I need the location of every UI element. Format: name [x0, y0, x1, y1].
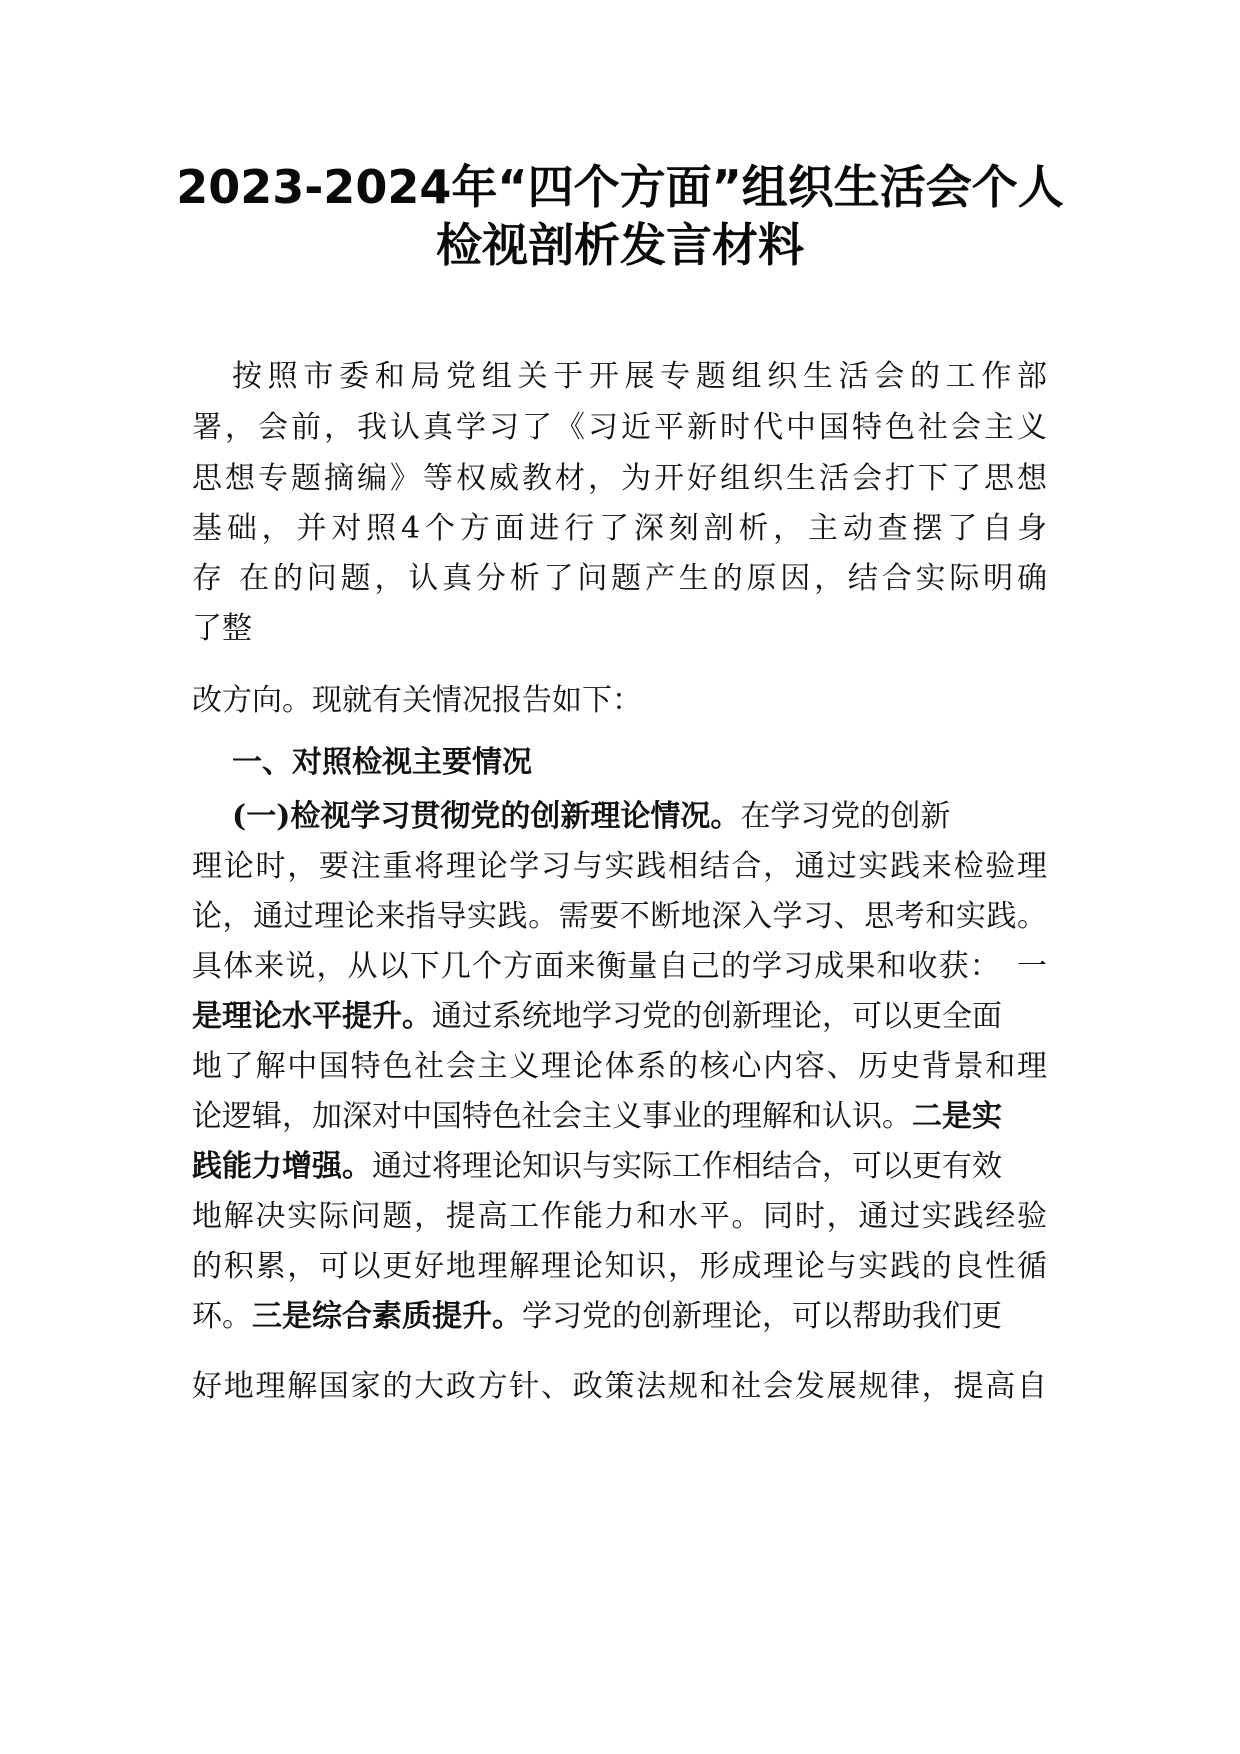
point-3-text: 学习党的创新理论，可以帮助我们更 [522, 1299, 1002, 1334]
point-2-text: 通过将理论知识与实际工作相结合，可以更有效 [372, 1149, 1002, 1184]
document-title-line-1: 2023-2024年“四个方面”组织生活会个人 [176, 160, 1064, 214]
sub-1-line-6: 地了解中国特色社会主义理论体系的核心内容、历史背景和理 [192, 1049, 1047, 1084]
sub-1-line-10: 的积累，可以更好地理解理论知识，形成理论与实践的良性循 [192, 1249, 1047, 1284]
point-1-text: 通过系统地学习党的创新理论，可以更全面 [432, 999, 1002, 1034]
sub-1-line-5 [192, 997, 1047, 1037]
sub-1-line-1 [232, 797, 1047, 837]
document-title-line-2: 检视剖析发言材料 [436, 218, 804, 272]
point-2-heading-start: 二是实 [912, 1099, 1002, 1134]
sub-1-line-7-text: 论逻辑，加深对中国特色社会主义事业的理解和认识。 [192, 1099, 912, 1134]
sub-1-line-2: 理论时，要注重将理论学习与实践相结合，通过实践来检验理 [192, 849, 1047, 884]
intro-line-2: 署，会前，我认真学习了《习近平新时代中国特色社会主义 [192, 410, 1047, 445]
sub-1-line-3: 论，通过理论来指导实践。需要不断地深入学习、思考和实践。 [192, 899, 1047, 934]
point-2-heading-end: 践能力增强。 [192, 1149, 372, 1184]
intro-line-4: 基础，并对照4个方面进行了深刻剖析，主动查摆了自身 [192, 511, 1047, 546]
sub-1-line-8 [192, 1147, 1047, 1187]
intro-line-7: 改方向。现就有关情况报告如下： [192, 683, 642, 718]
sub-1-line-9: 地解决实际问题，提高工作能力和水平。同时，通过实践经验 [192, 1199, 1047, 1234]
sub-1-heading: (一)检视学习贯彻党的创新理论情况。 [232, 799, 741, 834]
sub-1-line-7 [192, 1097, 1047, 1137]
intro-line-5: 存 在的问题，认真分析了问题产生的原因，结合实际明确 [192, 561, 1047, 596]
sub-1-line-1-text: 在学习党的创新 [740, 799, 951, 834]
sub-1-line-12: 好地理解国家的大政方针、政策法规和社会发展规律，提高自 [192, 1369, 1047, 1404]
intro-line-6: 了整 [192, 611, 252, 646]
section-1-heading: 一、对照检视主要情况 [232, 745, 532, 780]
sub-1-line-4: 具体来说，从以下几个方面来衡量自己的学习成果和收获： 一 [192, 949, 1047, 984]
sub-1-line-11-text: 环。 [192, 1299, 252, 1334]
intro-line-3: 思想专题摘编》等权威教材，为开好组织生活会打下了思想 [192, 461, 1047, 496]
sub-1-line-11 [192, 1297, 1047, 1337]
point-1-heading: 是理论水平提升。 [192, 999, 432, 1034]
point-3-heading: 三是综合素质提升。 [252, 1299, 522, 1334]
intro-line-1: 按照市委和局党组关于开展专题组织生活会的工作部 [232, 359, 1047, 394]
